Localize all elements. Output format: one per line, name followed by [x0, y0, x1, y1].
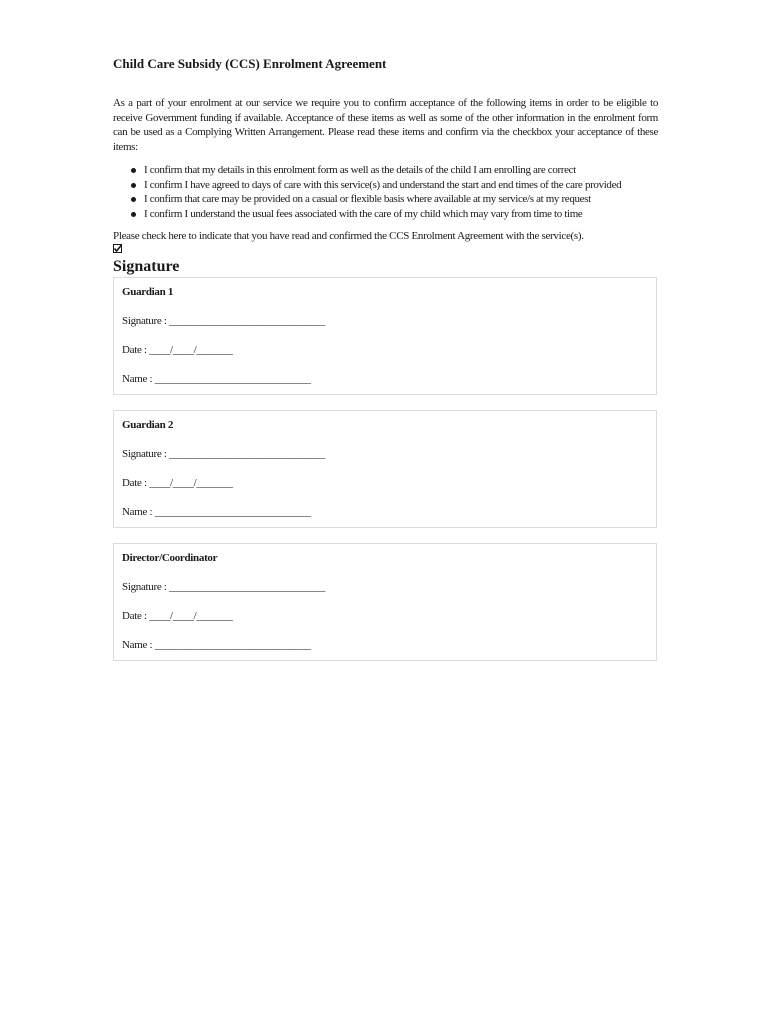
signature-block-guardian-2 [113, 410, 657, 528]
date-field[interactable]: Date : ____/____/_______ [122, 610, 233, 623]
date-field[interactable]: Date : ____/____/_______ [122, 344, 233, 357]
signature-field[interactable]: Signature : ______________________________ [122, 448, 326, 461]
agreement-checkbox[interactable] [113, 244, 122, 253]
name-field[interactable]: Name : ______________________________ [122, 373, 311, 386]
agreement-items-list [113, 163, 658, 222]
confirm-instruction: Please check here to indicate that you have read and confirmed the CCS Enrolment Agreement with the service(s). [113, 229, 584, 242]
signature-heading: Signature [113, 258, 180, 276]
date-field[interactable]: Date : ____/____/_______ [122, 477, 233, 490]
document-title: Child Care Subsidy (CCS) Enrolment Agreement [113, 56, 387, 71]
intro-paragraph: As a part of your enrolment at our service we require you to confirm acceptance of the following items in order to be eligible to receive Government funding if available. Acceptance of these items as well as some of the other information in the enrolment form can be used as a Complying Written Arrangement. Please read these items and confirm via the checkbox your acceptance of these items: [113, 97, 658, 154]
signature-block-title: Guardian 1 [122, 286, 174, 299]
name-field[interactable]: Name : ______________________________ [122, 639, 311, 652]
list-item: I confirm that care may be provided on a casual or flexible basis where available at my service/s at my request [144, 192, 658, 207]
signature-field[interactable]: Signature : ______________________________ [122, 581, 326, 594]
list-item: I confirm that my details in this enrolment form as well as the details of the child I am enrolling are correct [144, 163, 658, 178]
document-page [113, 54, 658, 661]
name-field[interactable]: Name : ______________________________ [122, 506, 311, 519]
checkmark-icon [113, 244, 122, 253]
list-item: I confirm I understand the usual fees associated with the care of my child which may vary from time to time [144, 207, 658, 222]
list-item: I confirm I have agreed to days of care with this service(s) and understand the start and end times of the care provided [144, 178, 658, 193]
signature-block-guardian-1 [113, 277, 657, 395]
signature-field[interactable]: Signature : ______________________________ [122, 315, 326, 328]
bullet-icon [131, 212, 136, 217]
bullet-icon [131, 168, 136, 173]
signature-block-director [113, 543, 657, 661]
bullet-icon [131, 197, 136, 202]
signature-block-title: Guardian 2 [122, 419, 174, 432]
bullet-icon [131, 183, 136, 188]
signature-block-title: Director/Coordinator [122, 552, 218, 565]
